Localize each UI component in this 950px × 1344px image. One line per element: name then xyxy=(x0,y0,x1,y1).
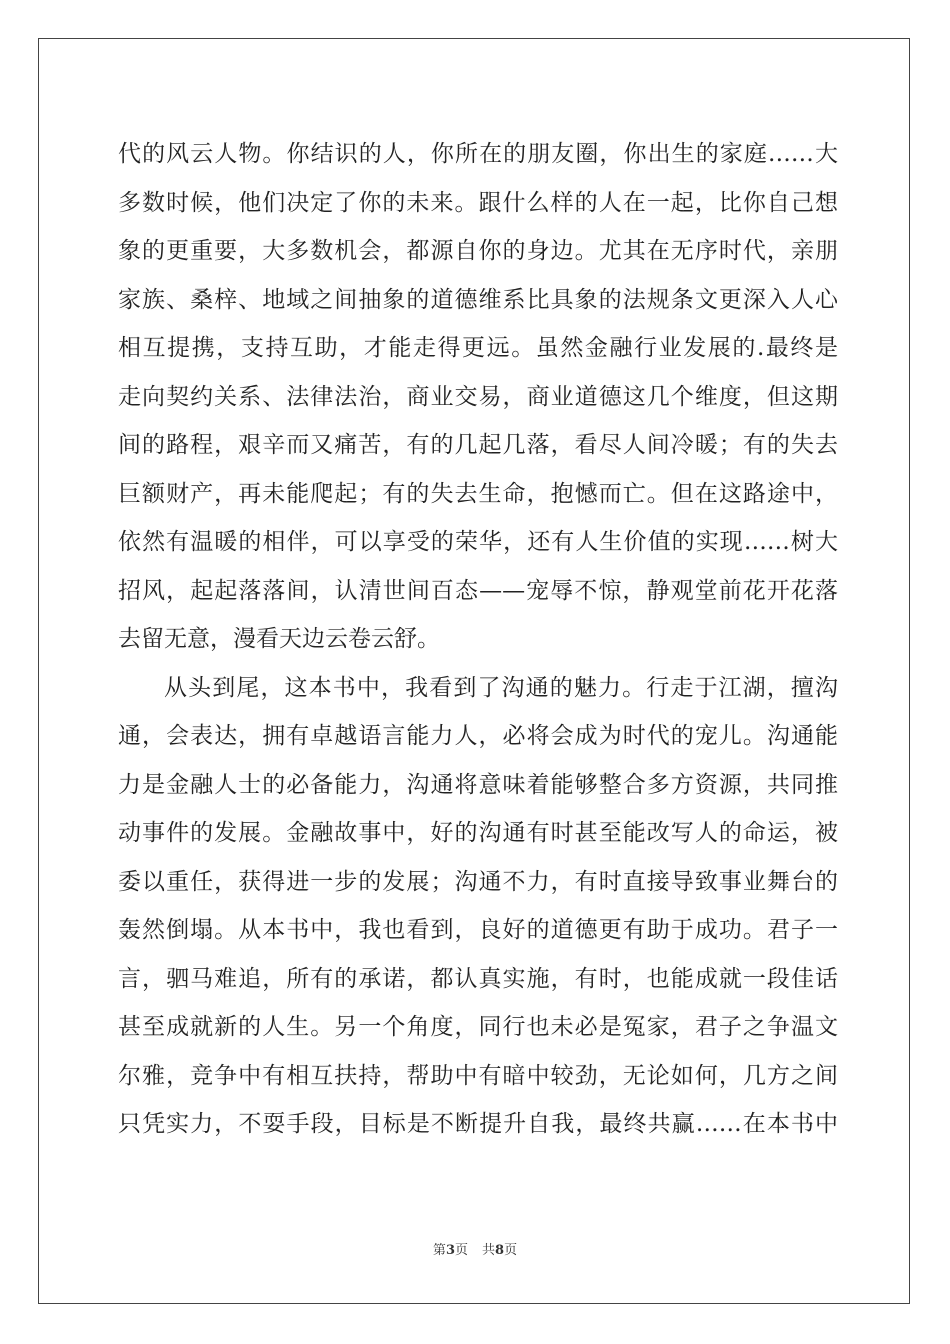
text-line: 尔雅，竞争中有相互扶持，帮助中有暗中较劲，无论如何，几方之间 xyxy=(118,1062,838,1089)
text-line: 只凭实力，不耍手段，目标是不断提升自我，最终共赢……在本书中 xyxy=(118,1111,838,1137)
text-line: 甚至成就新的人生。另一个角度，同行也未必是冤家，君子之争温文 xyxy=(118,1014,838,1040)
text-line: 依然有温暖的相伴，可以享受的荣华，还有人生价值的实现……树大 xyxy=(118,529,838,555)
document-body xyxy=(118,130,838,1149)
text-line: 言，驷马难追，所有的承诺，都认真实施，有时，也能成就一段佳话 xyxy=(118,965,838,992)
page-prefix: 第 xyxy=(432,1243,446,1258)
paragraph xyxy=(118,130,838,664)
text-line: 通，会表达，拥有卓越语言能力人，必将会成为时代的宠儿。沟通能 xyxy=(118,723,838,749)
paragraph xyxy=(118,664,838,1149)
page-number: 3 xyxy=(445,1243,455,1258)
page-suffix: 页 xyxy=(454,1243,468,1258)
text-line: 招风，起起落落间，认清世间百态——宠辱不惊，静观堂前花开花落 xyxy=(118,577,838,604)
text-line: 委以重任，获得进一步的发展；沟通不力，有时直接导致事业舞台的 xyxy=(118,868,838,895)
text-line: 巨额财产，再未能爬起；有的失去生命，抱憾而亡。但在这路途中， xyxy=(118,480,838,507)
total-pages: 8 xyxy=(495,1243,505,1258)
text-line: 间的路程，艰辛而又痛苦，有的几起几落，看尽人间冷暖；有的失去 xyxy=(118,432,838,458)
total-prefix: 共 xyxy=(482,1243,496,1258)
text-line: 去留无意，漫看天边云卷云舒。 xyxy=(118,626,440,652)
text-line: 从头到尾，这本书中，我看到了沟通的魅力。行走于江湖，擅沟 xyxy=(164,674,838,701)
text-line: 动事件的发展。金融故事中，好的沟通有时甚至能改写人的命运，被 xyxy=(118,820,838,846)
text-line: 走向契约关系、法律法治，商业交易，商业道德这几个维度，但这期 xyxy=(118,383,838,410)
text-line: 家族、桑梓、地域之间抽象的道德维系比具象的法规条文更深入人心 xyxy=(118,286,838,313)
text-line: 力是金融人士的必备能力，沟通将意味着能够整合多方资源，共同推 xyxy=(118,771,838,798)
text-line: 代的风云人物。你结识的人，你所在的朋友圈，你出生的家庭……大 xyxy=(118,141,838,167)
text-line: 多数时候，他们决定了你的未来。跟什么样的人在一起，比你自己想 xyxy=(118,189,838,216)
page-footer xyxy=(0,1242,950,1260)
text-line: 轰然倒塌。从本书中，我也看到，良好的道德更有助于成功。君子一 xyxy=(118,917,838,943)
text-line: 象的更重要，大多数机会，都源自你的身边。尤其在无序时代，亲朋 xyxy=(118,238,838,264)
total-suffix: 页 xyxy=(504,1243,518,1258)
text-line: 相互提携，支持互助，才能走得更远。虽然金融行业发展的.最终是 xyxy=(118,335,838,361)
